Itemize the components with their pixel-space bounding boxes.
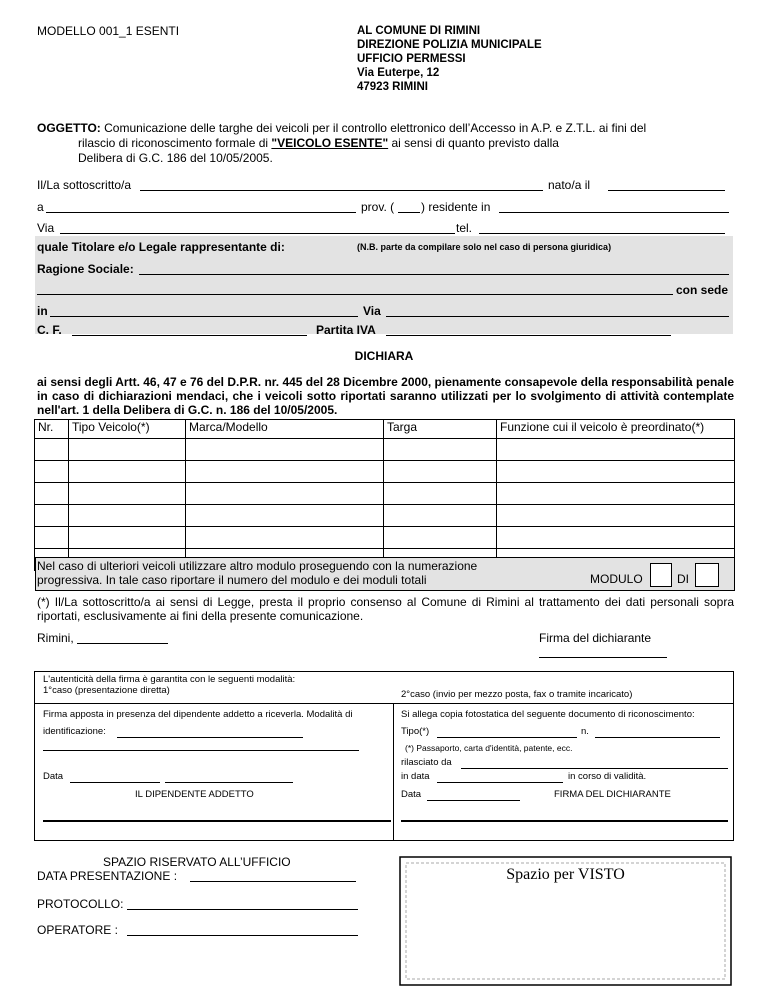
oggetto-text: Delibera di G.C. 186 del 10/05/2005.	[78, 151, 273, 165]
sottoscritto-label: Il/La sottoscritto/a	[37, 178, 132, 192]
table-cell[interactable]	[186, 483, 384, 505]
prov-field[interactable]	[398, 212, 420, 213]
operatore-label: OPERATORE :	[37, 923, 118, 937]
address-line: UFFICIO PERMESSI	[357, 53, 466, 65]
luogo-label: a	[37, 200, 44, 214]
veicolo-esente: "VEICOLO ESENTE"	[271, 136, 389, 150]
firma-dichiarante-label: FIRMA DEL DICHIARANTE	[554, 789, 671, 800]
ragione-sociale-field[interactable]	[139, 274, 729, 275]
titolare-label: quale Titolare e/o Legale rappresentante di:	[37, 240, 285, 254]
residente-field[interactable]	[499, 212, 729, 213]
caso2-label: 2°caso (invio per mezzo posta, fax o tramite incaricato)	[401, 689, 633, 700]
cf-label: C. F.	[37, 323, 62, 337]
left-text: Firma apposta in presenza del dipendente addetto a riceverla. Modalità di	[43, 709, 353, 720]
table-cell[interactable]	[384, 439, 497, 461]
validita-label: in corso di validità.	[568, 771, 647, 782]
table-cell[interactable]	[186, 527, 384, 549]
oggetto-label: OGGETTO:	[37, 121, 101, 135]
table-cell[interactable]	[497, 527, 735, 549]
operatore-field[interactable]	[127, 935, 358, 936]
table-cell[interactable]	[69, 527, 186, 549]
sede-in-field[interactable]	[50, 316, 358, 317]
table-cell[interactable]	[69, 483, 186, 505]
di-label: DI	[677, 572, 689, 586]
col-header-targa: Targa	[384, 420, 497, 439]
luogo-field[interactable]	[46, 212, 356, 213]
table-cell[interactable]	[186, 505, 384, 527]
sede-via-field[interactable]	[386, 316, 729, 317]
address-line: AL COMUNE DI RIMINI	[357, 25, 481, 37]
table-cell[interactable]	[186, 461, 384, 483]
modulo-label: MODULO	[590, 572, 643, 586]
rilasciato-field[interactable]	[461, 768, 728, 769]
note-line: Nel caso di ulteriori veicoli utilizzare altro modulo proseguendo con la numerazione	[37, 559, 478, 573]
col-header-nr: Nr.	[35, 420, 69, 439]
con-sede-label: con sede	[676, 283, 729, 297]
sottoscritto-field[interactable]	[140, 190, 543, 191]
modulo-box[interactable]	[650, 563, 672, 587]
table-cell[interactable]	[186, 439, 384, 461]
protocollo-label: PROTOCOLLO:	[37, 897, 124, 911]
sede-via-label: Via	[363, 304, 381, 318]
visto-label: Spazio per VISTO	[506, 866, 625, 883]
rimini-label: Rimini,	[37, 631, 74, 645]
table-row	[35, 439, 735, 461]
table-cell[interactable]	[384, 527, 497, 549]
nato-field[interactable]	[608, 190, 725, 191]
dichiara-title: DICHIARA	[354, 349, 414, 363]
identificazione-label: identificazione:	[43, 726, 106, 737]
ragione-sociale-label: Ragione Sociale:	[37, 262, 134, 276]
right-data-field[interactable]	[427, 800, 520, 801]
firma-label: Firma del dichiarante	[539, 631, 652, 645]
data-presentazione-field[interactable]	[190, 881, 356, 882]
dichiara-text: ai sensi degli Artt. 46, 47 e 76 del D.P.R. nr. 445 del 28 Dicembre 2000, pienamente consapevole della responsabilità penale in caso di dichiarazioni mendaci, che i veicoli sotto riportati saranno utilizzati per lo svolgimento di attività contemplate nell'art. 1 della Delibera di G.C. n. 186 del 10/05/2005.	[37, 375, 734, 417]
ragione-sociale-field-2[interactable]	[37, 294, 673, 295]
oggetto-text: Comunicazione delle targhe dei veicoli per il controllo elettronico dell’Accesso in A.P. e Z.T.L. ai fini del	[104, 121, 647, 135]
identificazione-field[interactable]	[117, 737, 303, 738]
prov-label: prov. (	[361, 200, 395, 214]
n-field[interactable]	[595, 737, 720, 738]
auth-title-text: L'autenticità della firma è garantita con le seguenti modalità:	[43, 674, 296, 685]
left-data-label: Data	[43, 771, 64, 782]
tipo-field[interactable]	[437, 737, 577, 738]
piva-field[interactable]	[386, 335, 671, 336]
right-data-label: Data	[401, 789, 422, 800]
auth-divider-h	[34, 703, 734, 704]
table-cell[interactable]	[497, 505, 735, 527]
nato-label: nato/a il	[548, 178, 591, 192]
n-label: n.	[581, 726, 589, 737]
dichiarante-sign-line[interactable]	[401, 820, 728, 822]
piva-label: Partita IVA	[316, 323, 376, 337]
auth-title	[43, 674, 295, 696]
indata-label: in data	[401, 771, 430, 782]
note-line: progressiva. In tale caso riportare il numero del modulo e dei moduli totali	[37, 573, 427, 587]
table-row	[35, 527, 735, 549]
table-cell[interactable]	[69, 505, 186, 527]
table-cell[interactable]	[69, 439, 186, 461]
table-cell[interactable]	[384, 483, 497, 505]
table-cell[interactable]	[497, 483, 735, 505]
indata-field[interactable]	[437, 782, 563, 783]
address-line: DIREZIONE POLIZIA MUNICIPALE	[357, 39, 542, 51]
table-row	[35, 461, 735, 483]
col-header-marca: Marca/Modello	[186, 420, 384, 439]
via-field[interactable]	[60, 233, 455, 234]
di-box[interactable]	[695, 563, 719, 587]
data-presentazione-label: DATA PRESENTAZIONE :	[37, 869, 178, 883]
table-cell[interactable]	[384, 461, 497, 483]
address-line: Via Euterpe, 12	[357, 67, 440, 79]
via-label: Via	[37, 221, 55, 235]
table-cell[interactable]	[69, 461, 186, 483]
protocollo-field[interactable]	[127, 909, 358, 910]
tel-label: tel.	[456, 221, 473, 235]
identificazione-field-2[interactable]	[43, 750, 359, 751]
col-header-funzione: Funzione cui il veicolo è preordinato(*)	[497, 420, 735, 439]
left-data-field[interactable]	[70, 782, 160, 783]
oggetto-text: ai sensi di quanto previsto dalla	[388, 136, 559, 150]
date-field[interactable]	[77, 643, 168, 644]
tel-field[interactable]	[479, 233, 725, 234]
right-text: Si allega copia fotostatica del seguente documento di riconoscimento:	[401, 709, 695, 720]
rilasciato-label: rilasciato da	[401, 757, 452, 768]
vehicles-table	[34, 419, 735, 571]
dipendente-label: IL DIPENDENTE ADDETTO	[135, 789, 254, 800]
recipient-address	[357, 24, 542, 94]
col-header-tipo: Tipo Veicolo(*)	[69, 420, 186, 439]
note-text	[37, 559, 477, 587]
oggetto-text: rilascio di riconoscimento formale di	[78, 136, 272, 150]
left-data-field-2[interactable]	[165, 782, 293, 783]
dipendente-sign-line[interactable]	[43, 820, 391, 822]
cf-field[interactable]	[72, 335, 307, 336]
table-header-row	[35, 420, 735, 439]
table-cell[interactable]	[384, 505, 497, 527]
sede-in-label: in	[37, 304, 48, 318]
consenso-text: (*) Il/La sottoscritto/a ai sensi di Legge, presta il proprio consenso al Comune di Rimini al trattamento dei dati personali sopra riportati, esclusivamente ai fini della presente comunicazione.	[37, 595, 734, 623]
model-code: MODELLO 001_1 ESENTI	[37, 24, 180, 38]
table-cell[interactable]	[497, 461, 735, 483]
table-row	[35, 505, 735, 527]
table-cell[interactable]	[497, 439, 735, 461]
address-line: 47923 RIMINI	[357, 81, 428, 93]
residente-label: ) residente in	[421, 200, 491, 214]
tipo-label: Tipo(*)	[401, 726, 430, 737]
ufficio-title: SPAZIO RISERVATO ALL’UFFICIO	[103, 855, 291, 869]
firma-field[interactable]	[539, 657, 667, 658]
oggetto-block	[37, 121, 737, 166]
auth-divider	[393, 703, 394, 841]
nb-note: (N.B. parte da compilare solo nel caso di persona giuridica)	[357, 242, 612, 252]
doc-note: (*) Passaporto, carta d'identità, patente, ecc.	[405, 743, 573, 753]
table-row	[35, 483, 735, 505]
caso1-label: 1°caso (presentazione diretta)	[43, 685, 170, 696]
